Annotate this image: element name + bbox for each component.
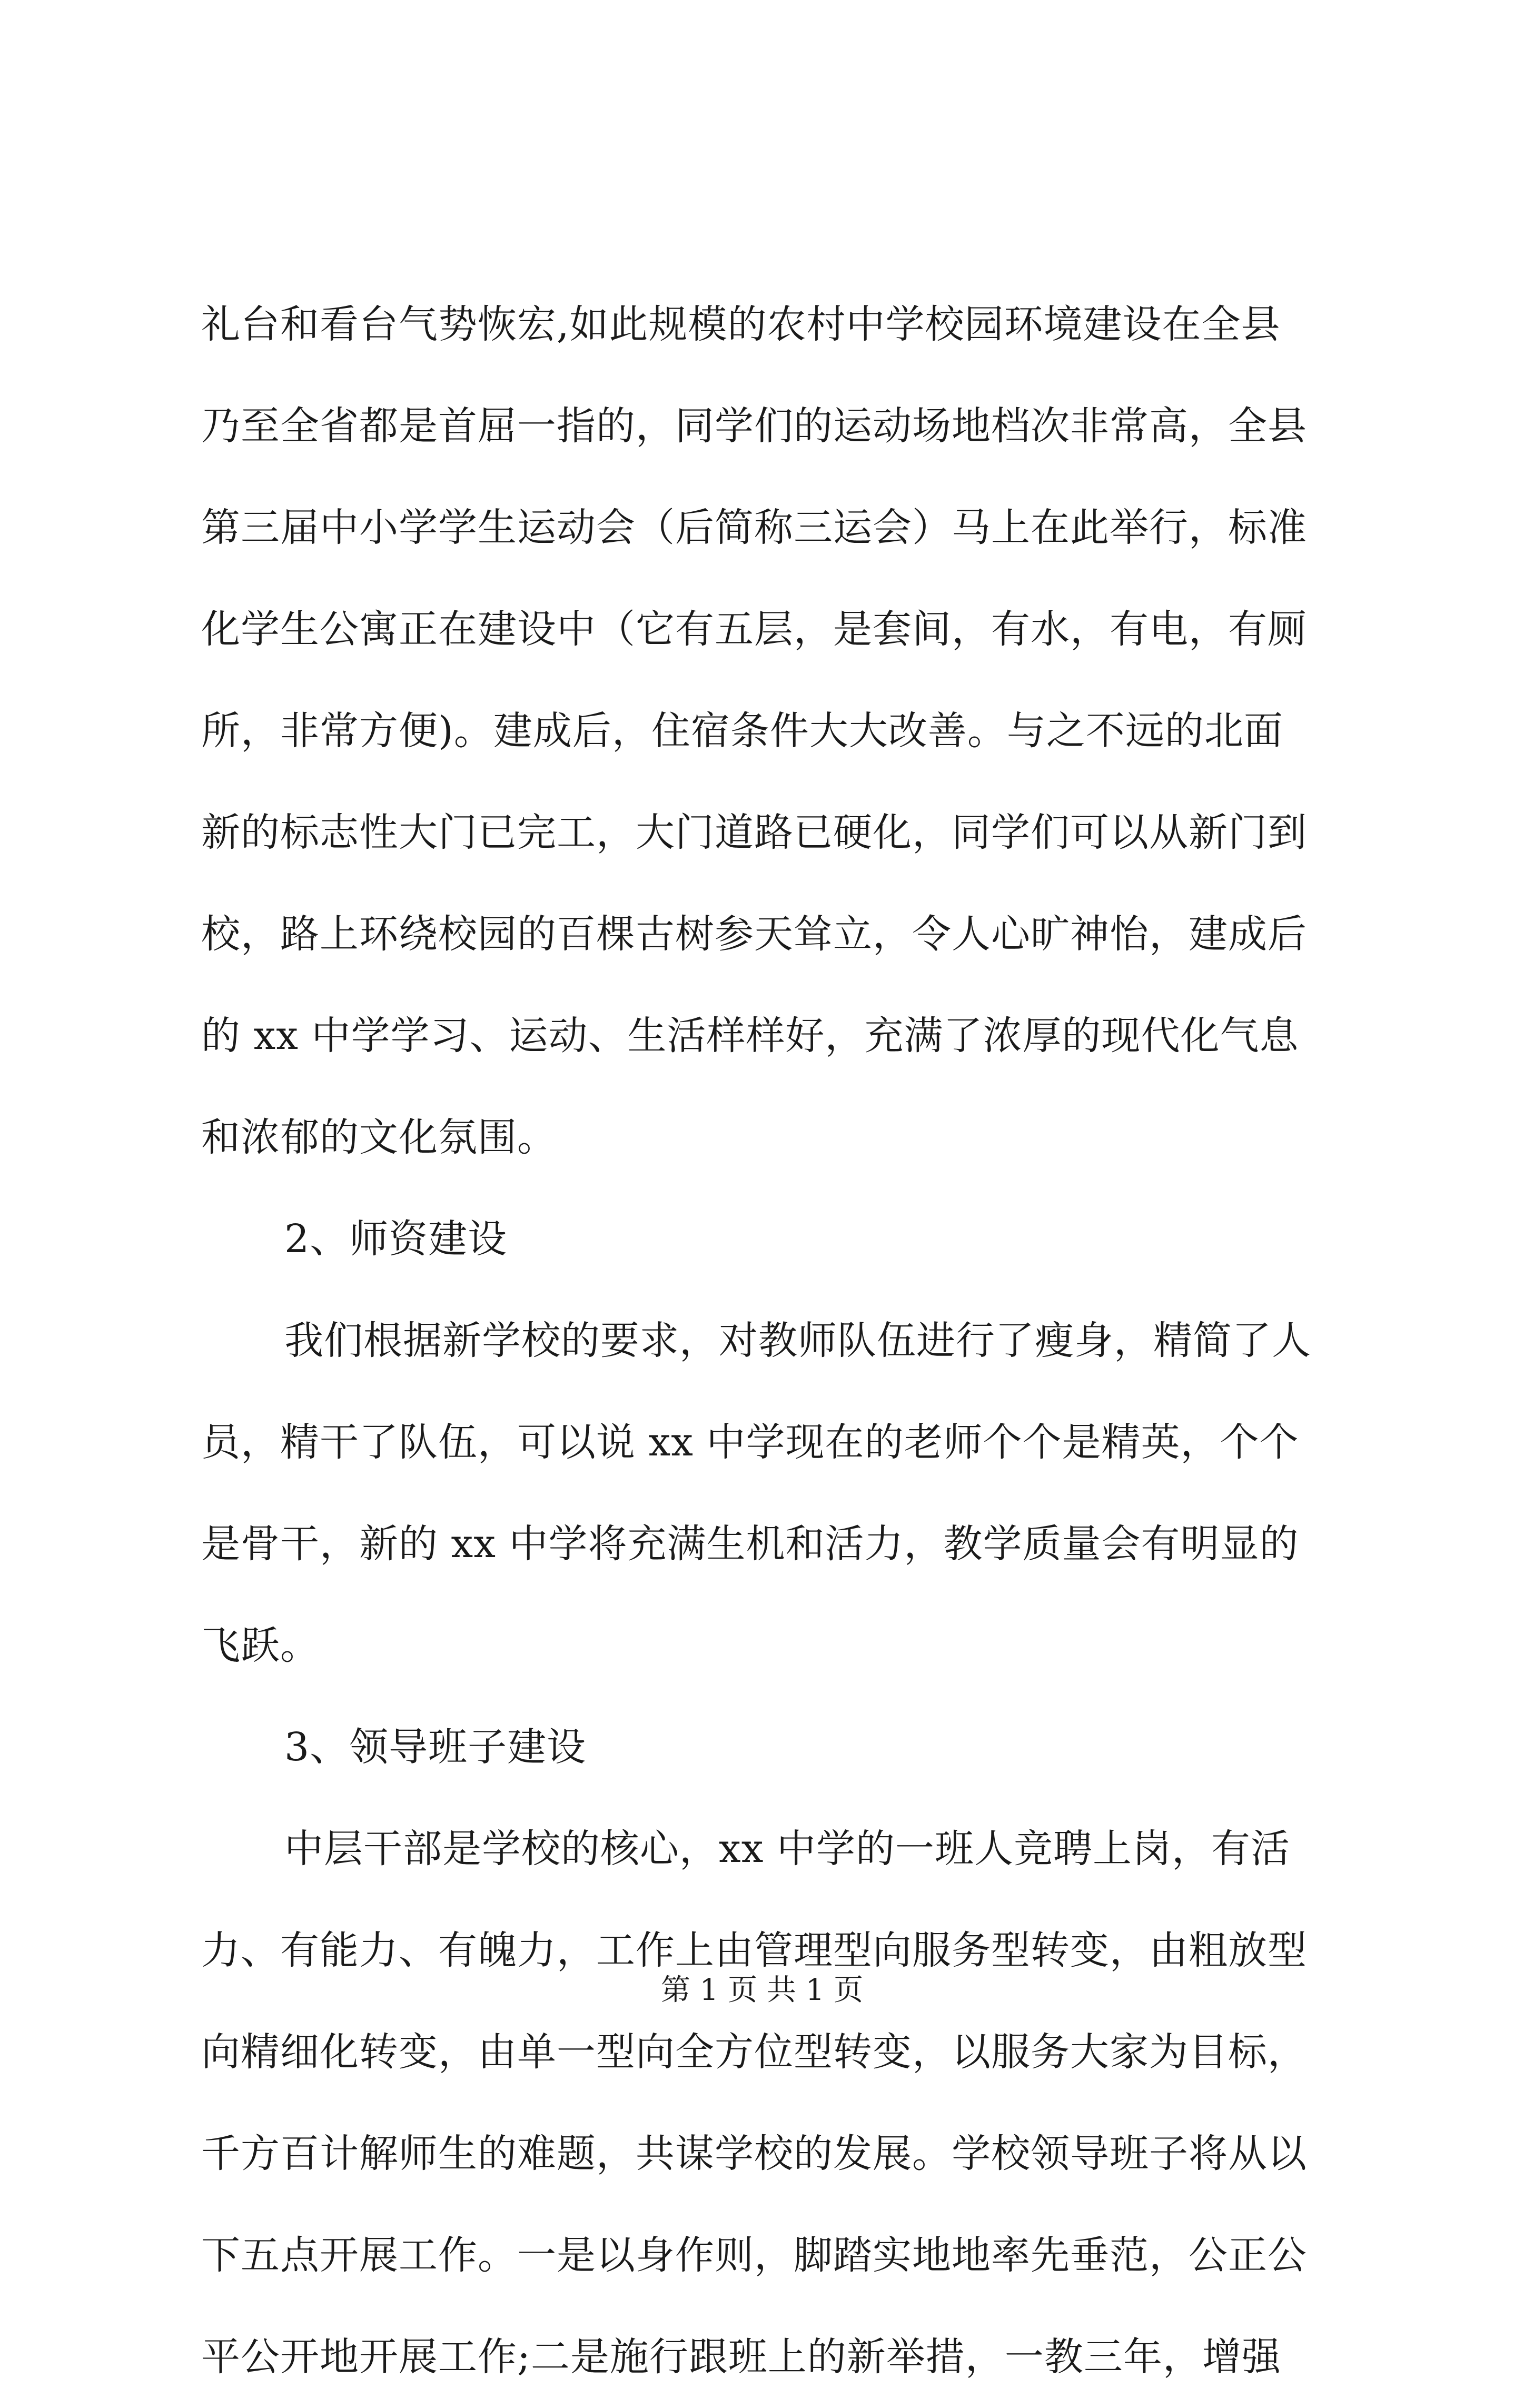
text-line: 化学生公寓正在建设中（它有五层，是套间，有水，有电，有厕	[201, 607, 1307, 652]
text-line: 我们根据新学校的要求，对教师队伍进行了瘦身，精简了人	[284, 1318, 1311, 1363]
text-line: 员，精干了队伍，可以说 xx 中学现在的老师个个是精英，个个	[201, 1420, 1299, 1465]
text-line: 和浓郁的文化氛围。	[201, 1115, 557, 1160]
section-heading-leadership: 3、领导班子建设	[284, 1725, 587, 1770]
text-line: 校，路上环绕校园的百棵古树参天耸立，令人心旷神怡，建成后	[201, 911, 1307, 957]
text-line: 下五点开展工作。一是以身作则，脚踏实地地率先垂范，公正公	[201, 2233, 1307, 2278]
text-line: 千方百计解师生的难题，共谋学校的发展。学校领导班子将从以	[201, 2131, 1307, 2176]
text-line: 是骨干，新的 xx 中学将充满生机和活力，教学质量会有明显的	[201, 1521, 1299, 1567]
text-line: 礼台和看台气势恢宏,如此规模的农村中学校园环境建设在全县	[201, 302, 1281, 347]
document-body	[201, 274, 1344, 2408]
text-line: 所，非常方便)。建成后，住宿条件大大改善。与之不远的北面	[201, 708, 1283, 754]
text-line: 的 xx 中学学习、运动、生活样样好，充满了浓厚的现代化气息	[201, 1013, 1299, 1058]
text-line: 第三届中小学学生运动会（后简称三运会）马上在此举行，标准	[201, 505, 1307, 550]
text-line: 乃至全省都是首屈一指的，同学们的运动场地档次非常高，全县	[201, 403, 1307, 449]
text-line: 飞跃。	[201, 1623, 320, 1668]
text-line: 新的标志性大门已完工，大门道路已硬化，同学们可以从新门到	[201, 810, 1307, 855]
section-heading-teachers: 2、师资建设	[284, 1216, 508, 1262]
text-line: 向精细化转变，由单一型向全方位型转变，以服务大家为目标，	[201, 2029, 1307, 2075]
text-line: 平公开地开展工作;二是施行跟班上的新举措，一教三年，增强	[201, 2334, 1281, 2380]
text-line: 力、有能力、有魄力，工作上由管理型向服务型转变，由粗放型	[201, 1928, 1307, 1973]
page-footer: 第 1 页 共 1 页	[660, 1973, 864, 2007]
text-line: 中层干部是学校的核心，xx 中学的一班人竞聘上岗，有活	[284, 1826, 1290, 1871]
